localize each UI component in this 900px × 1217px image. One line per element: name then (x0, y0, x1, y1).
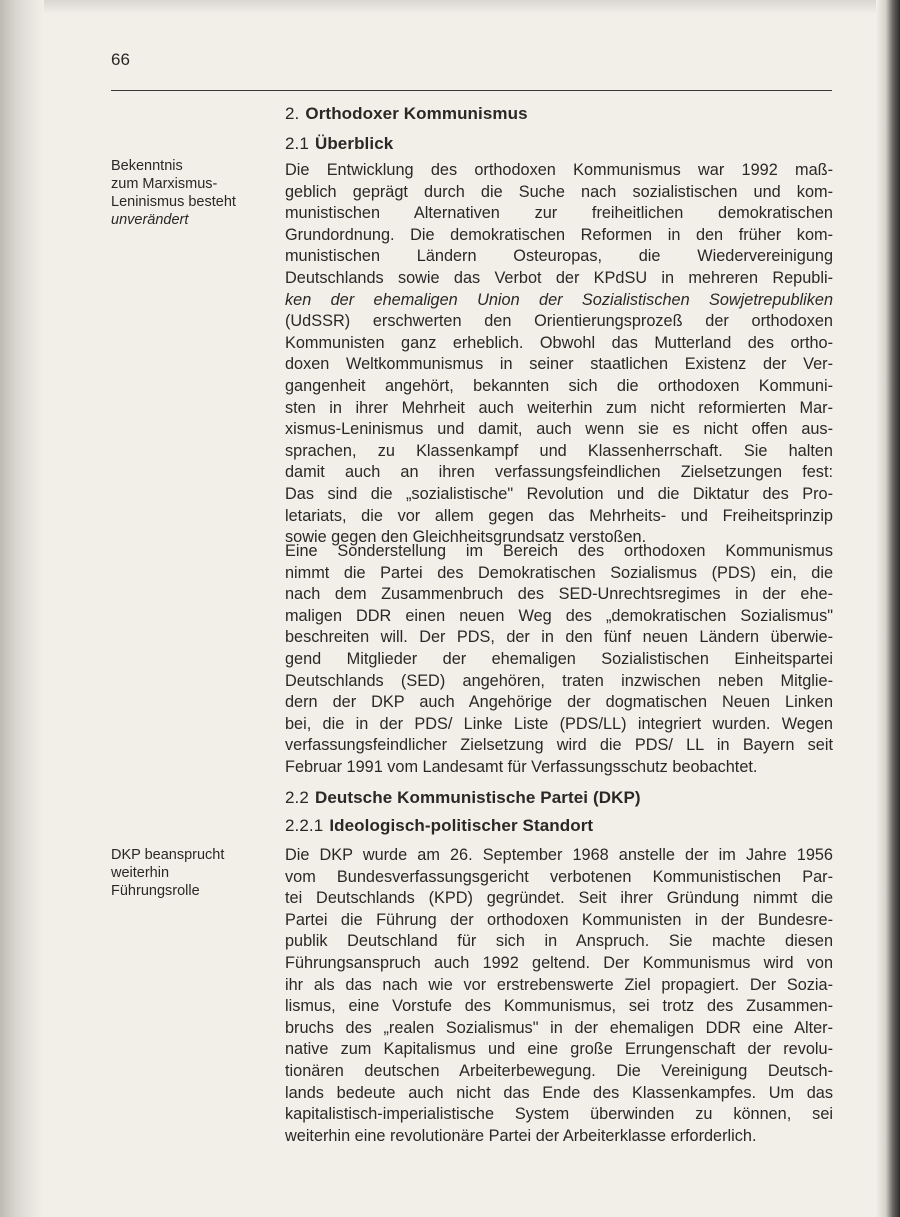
text-line: sten in ihrer Mehrheit auch weiterhin zum nicht reformierten Mar- (285, 398, 833, 417)
text-line: nach dem Zusammenbruch des SED-Unrechtsregimes in der ehe- (285, 585, 833, 604)
text-line: gangenheit angehört, bekannten sich die orthodoxen Kommuni- (285, 376, 833, 395)
heading-number: 2. (285, 104, 300, 123)
heading-number: 2.2.1 (285, 816, 324, 835)
text-line: sowie gegen den Gleichheitsgrundsatz verstoßen. (285, 528, 647, 547)
text-line: damit auch an ihren verfassungsfeindlichen Zielsetzungen fest: (285, 463, 833, 482)
text-line: Das sind die „sozialistische" Revolution und die Diktatur des Pro- (285, 484, 833, 503)
text-line: nimmt die Partei des Demokratischen Sozialismus (PDS) ein, die (285, 563, 833, 582)
heading-ueberblick (285, 134, 393, 154)
paragraph-dkp-standort (285, 845, 833, 1147)
paragraph-pds (285, 541, 833, 779)
text-line: Februar 1991 vom Landesamt für Verfassungsschutz beobachtet. (285, 757, 758, 776)
heading-title: Ideologisch-politischer Standort (329, 816, 594, 835)
heading-number: 2.1 (285, 134, 309, 153)
heading-title: Deutsche Kommunistische Partei (DKP) (314, 788, 641, 807)
top-edge-shadow (44, 0, 876, 14)
text-line: vom Bundesverfassungsgericht verbotenen Kommunistischen Par- (285, 867, 833, 886)
text-line: maligen DDR einen neuen Weg des „demokratischen Sozialismus" (285, 606, 833, 625)
margin-note-line: unverändert (111, 212, 189, 228)
margin-note-line: Bekenntnis (111, 158, 183, 174)
text-line: bei, die in der PDS/ Linke Liste (PDS/LL) integriert wurden. Wegen (285, 714, 833, 733)
header-rule (111, 90, 832, 91)
text-line: Partei die Führung der orthodoxen Kommunisten in der Bundesre- (285, 910, 833, 929)
text-line: weiterhin eine revolutionäre Partei der Arbeiterklasse erforderlich. (285, 1126, 757, 1145)
text-line: publik Deutschland für sich in Anspruch. Sie machte diesen (285, 932, 833, 951)
heading-ideologisch-politischer-standort (285, 816, 593, 836)
text-line: lands bedeute auch nicht das Ende des Klassenkampfes. Um das (285, 1083, 833, 1102)
heading-dkp (285, 788, 641, 808)
text-line: ken der ehemaligen Union der Sozialistischen Sowjetrepubliken (285, 290, 833, 309)
paragraph-overview (285, 160, 833, 549)
text-line: beschreiten will. Der PDS, der in den fünf neuen Ländern überwie- (285, 628, 833, 647)
text-line: doxen Weltkommunismus in seiner staatlichen Existenz der Ver- (285, 355, 833, 374)
margin-note-line: zum Marxismus- (111, 176, 218, 192)
margin-note-line: weiterhin (111, 865, 170, 881)
page-number: 66 (111, 50, 130, 69)
heading-title: Orthodoxer Kommunismus (305, 104, 528, 123)
text-line: tionären deutschen Arbeiterbewegung. Die Vereinigung Deutsch- (285, 1061, 833, 1080)
text-line: Eine Sonderstellung im Bereich des orthodoxen Kommunismus (285, 542, 833, 560)
text-line: munistischen Alternativen zur freiheitlichen demokratischen (285, 204, 833, 223)
text-line: Die Entwicklung des orthodoxen Kommunismus war 1992 maß- (285, 161, 833, 179)
text-line: Grundordnung. Die demokratischen Reformen in den früher kom- (285, 225, 833, 244)
text-line: Kommunisten ganz erheblich. Obwohl das Mutterland des ortho- (285, 333, 833, 352)
text-line: Deutschlands (SED) angehören, traten inzwischen neben Mitglie- (285, 671, 833, 690)
text-line: Führungsanspruch auch 1992 geltend. Der Kommunismus wird von (285, 953, 833, 972)
page-edge-shadow (876, 0, 900, 1217)
text-line: geblich geprägt durch die Suche nach sozialistischen und kom- (285, 182, 833, 201)
text-line: bruchs des „realen Sozialismus" in der ehemaligen DDR eine Alter- (285, 1018, 833, 1037)
text-line: Die DKP wurde am 26. September 1968 anstelle der im Jahre 1956 (285, 846, 833, 864)
text-line: (UdSSR) erschwerten den Orientierungsprozeß der orthodoxen (285, 312, 833, 331)
text-line: xismus-Leninismus und damit, auch wenn sie es nicht offen aus- (285, 420, 833, 439)
text-line: native zum Kapitalismus und eine große Errungenschaft der revolu- (285, 1040, 833, 1059)
text-line: dern der DKP auch Angehörige der dogmatischen Neuen Linken (285, 693, 833, 712)
text-line: letariats, die vor allem gegen das Mehrheits- und Freiheitsprinzip (285, 506, 833, 525)
margin-note-line: Führungsrolle (111, 883, 200, 899)
text-line: sprachen, zu Klassenkampf und Klassenherrschaft. Sie halten (285, 441, 833, 460)
text-line: Deutschlands sowie das Verbot der KPdSU in mehreren Republi- (285, 268, 833, 287)
text-line: lismus, eine Vorstufe des Kommunismus, sei trotz des Zusammen- (285, 997, 833, 1016)
text-line: tei Deutschlands (KPD) gegründet. Seit ihrer Gründung nimmt die (285, 889, 833, 908)
text-line: munistischen Ländern Osteuropas, die Wiedervereinigung (285, 247, 833, 266)
margin-note-line: Leninismus besteht (111, 194, 236, 210)
text-line: verfassungsfeindlicher Zielsetzung wird die PDS/ LL in Bayern seit (285, 736, 833, 755)
text-line: gend Mitglieder der ehemaligen Sozialistischen Einheitspartei (285, 649, 833, 668)
margin-note-dkp (111, 846, 271, 900)
book-spine-shadow (0, 0, 44, 1217)
heading-title: Überblick (314, 134, 394, 153)
margin-note-marxism (111, 157, 271, 229)
heading-orthodoxer-kommunismus (285, 104, 528, 124)
heading-number: 2.2 (285, 788, 309, 807)
margin-note-line: DKP beansprucht (111, 847, 225, 863)
text-line: kapitalistisch-imperialistische System überwinden zu können, sei (285, 1105, 833, 1124)
text-line: ihr als das nach wie vor erstrebenswerte Ziel propagiert. Der Sozia- (285, 975, 833, 994)
